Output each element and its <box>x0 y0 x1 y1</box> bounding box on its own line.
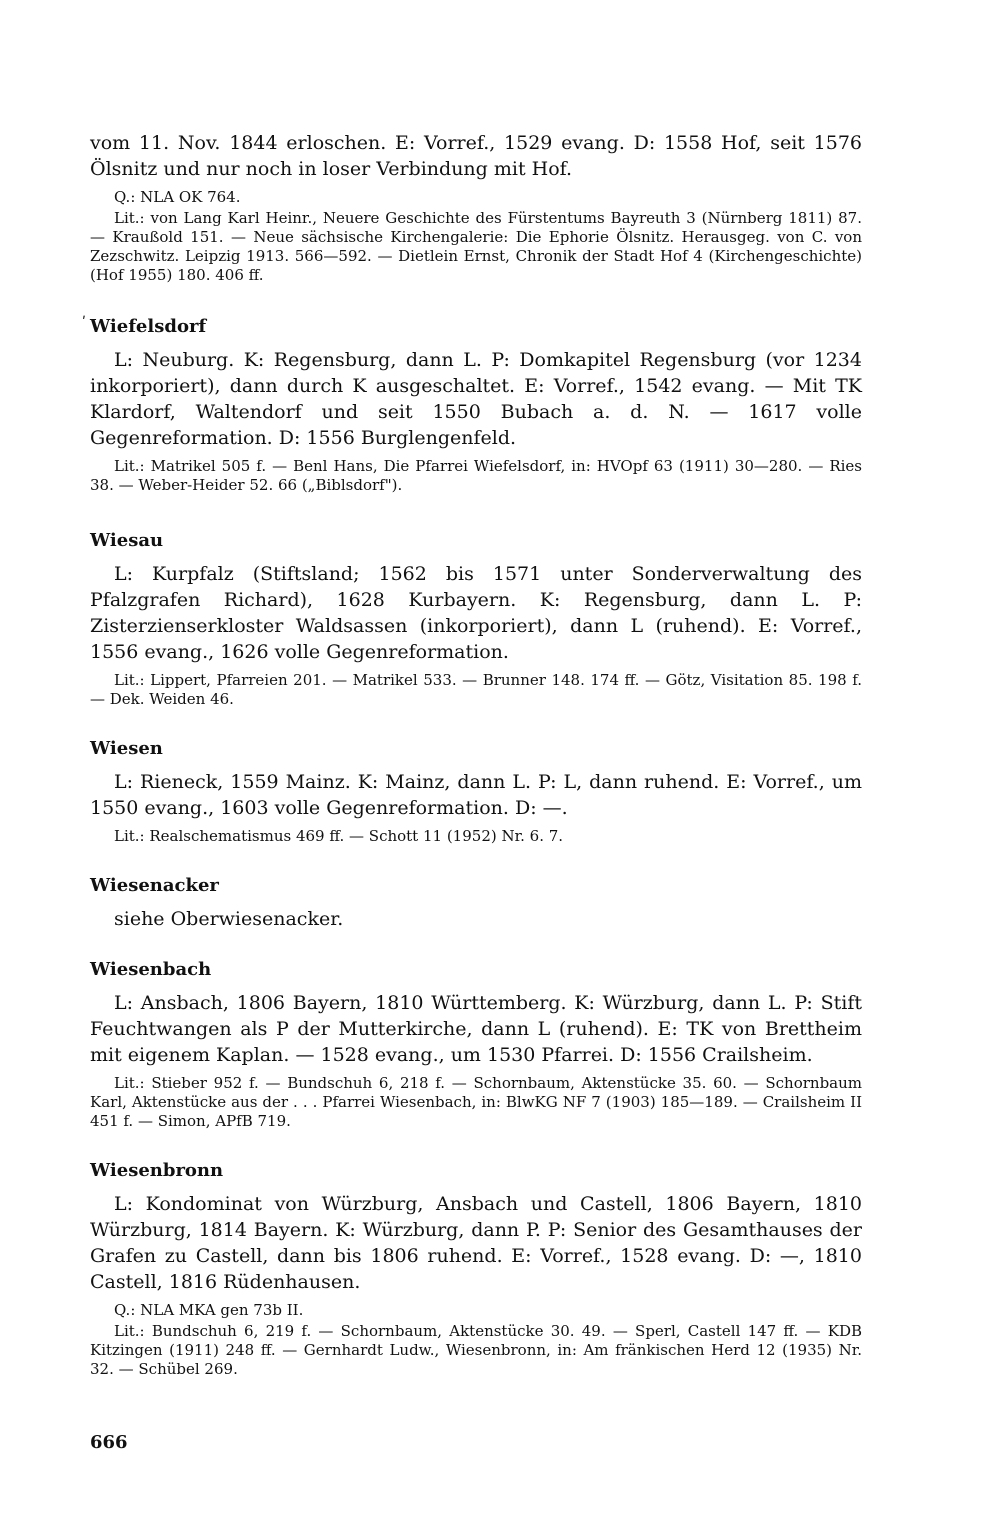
continuation-literature: Lit.: von Lang Karl Heinr., Neuere Geschichte des Fürstentums Bayreuth 3 (Nürnberg 1811) 87. — Kraußold 151. — Neue sächsische Kirchengalerie: Die Ephorie Ölsnitz. Herausgeg. von C. von Zezschwitz. Leipzig 1913. 566—592. — Dietlein Ernst, Chronik der Stadt Hof 4 (Kirchengeschichte) (Hof 1955) 180. 406 ff. <box>90 209 862 284</box>
entry-wiesenbach <box>90 958 862 1131</box>
entry-wiesau <box>90 529 862 709</box>
entry-title: Wiesenbach <box>90 959 212 980</box>
entry-literature: Lit.: Matrikel 505 f. — Benl Hans, Die Pfarrei Wiefelsdorf, in: HVOpf 63 (1911) 30—280. — Ries 38. — Weber-Heider 52. 66 („Biblsdorf"). <box>90 457 862 494</box>
page-body <box>82 130 862 1379</box>
entry-text: L: Rieneck, 1559 Mainz. K: Mainz, dann L. P: L, dann ruhend. E: Vorref., um 1550 evang., 1603 volle Gegenreformation. D: —. <box>90 771 862 819</box>
entry-title: Wiesenacker <box>90 875 219 896</box>
entry-title <box>82 315 862 339</box>
continuation-text: vom 11. Nov. 1844 erloschen. E: Vorref., 1529 evang. D: 1558 Hof, seit 1576 Ölsnitz und nur noch in loser Verbindung mit Hof. <box>90 132 862 180</box>
entry-literature: Lit.: Realschematismus 469 ff. — Schott 11 (1952) Nr. 6. 7. <box>114 827 564 845</box>
entry-literature: Lit.: Lippert, Pfarreien 201. — Matrikel 533. — Brunner 148. 174 ff. — Götz, Visitation 85. 198 f. — Dek. Weiden 46. <box>90 671 862 708</box>
entry-text: siehe Oberwiesenacker. <box>114 908 344 930</box>
entry-text: L: Kondominat von Würzburg, Ansbach und Castell, 1806 Bayern, 1810 Würzburg, 1814 Bayern. K: Würzburg, dann P. P: Senior des Gesamthauses der Grafen zu Castell, dann bis 1806 ruhend. E: Vorref., 1528 evang. D: —, 1810 Castell, 1816 Rüdenhausen. <box>90 1193 862 1293</box>
entry-literature: Lit.: Bundschuh 6, 219 f. — Schornbaum, Aktenstücke 30. 49. — Sperl, Castell 147 ff. — KDB Kitzingen (1911) 248 ff. — Gernhardt Ludw., Wiesenbronn, in: Am fränkischen Herd 12 (1935) Nr. 32. — Schübel 269. <box>90 1322 862 1378</box>
entry-title-text: Wiefelsdorf <box>90 316 207 337</box>
entry-text: L: Ansbach, 1806 Bayern, 1810 Württemberg. K: Würzburg, dann L. P: Stift Feuchtwangen als P der Mutterkirche, dann L (ruhend). E: TK von Brettheim mit eigenem Kaplan. — 1528 evang., um 1530 Pfarrei. D: 1556 Crailsheim. <box>90 992 862 1066</box>
continuation-quelle: Q.: NLA OK 764. <box>114 188 241 206</box>
entry-wiefelsdorf <box>82 315 862 495</box>
entry-wiesen <box>90 737 862 846</box>
entry-title: Wiesenbronn <box>90 1160 224 1181</box>
entry-text: L: Kurpfalz (Stiftsland; 1562 bis 1571 unter Sonderverwaltung des Pfalzgrafen Richard), 1628 Kurbayern. K: Regensburg, dann L. P: Zisterzienserkloster Waldsassen (inkorporiert), dann L (ruhend). E: Vorref., 1556 evang., 1626 volle Gegenreformation. <box>90 563 862 663</box>
entry-title: Wiesau <box>90 530 164 551</box>
entry-wiesenbronn <box>90 1159 862 1379</box>
entry-literature: Lit.: Stieber 952 f. — Bundschuh 6, 218 f. — Schornbaum, Aktenstücke 35. 60. — Schornbaum Karl, Aktenstücke aus der . . . Pfarrei Wiesenbach, in: BlwKG NF 7 (1903) 185—189. — Crailsheim II 451 f. — Simon, APfB 719. <box>90 1074 862 1130</box>
entry-quelle: Q.: NLA MKA gen 73b II. <box>114 1301 304 1319</box>
margin-mark: ʹ <box>82 315 86 331</box>
entry-text: L: Neuburg. K: Regensburg, dann L. P: Domkapitel Regensburg (vor 1234 inkorporiert), dann durch K ausgeschaltet. E: Vorref., 1542 evang. — Mit TK Klardorf, Waltendorf und seit 1550 Bubach a. d. N. — 1617 volle Gegenreformation. D: 1556 Burglengenfeld. <box>90 349 862 449</box>
page-number: 666 <box>90 1432 128 1453</box>
entry-title: Wiesen <box>90 738 163 759</box>
entry-wiesenacker <box>90 874 862 932</box>
continuation-entry <box>90 130 862 285</box>
